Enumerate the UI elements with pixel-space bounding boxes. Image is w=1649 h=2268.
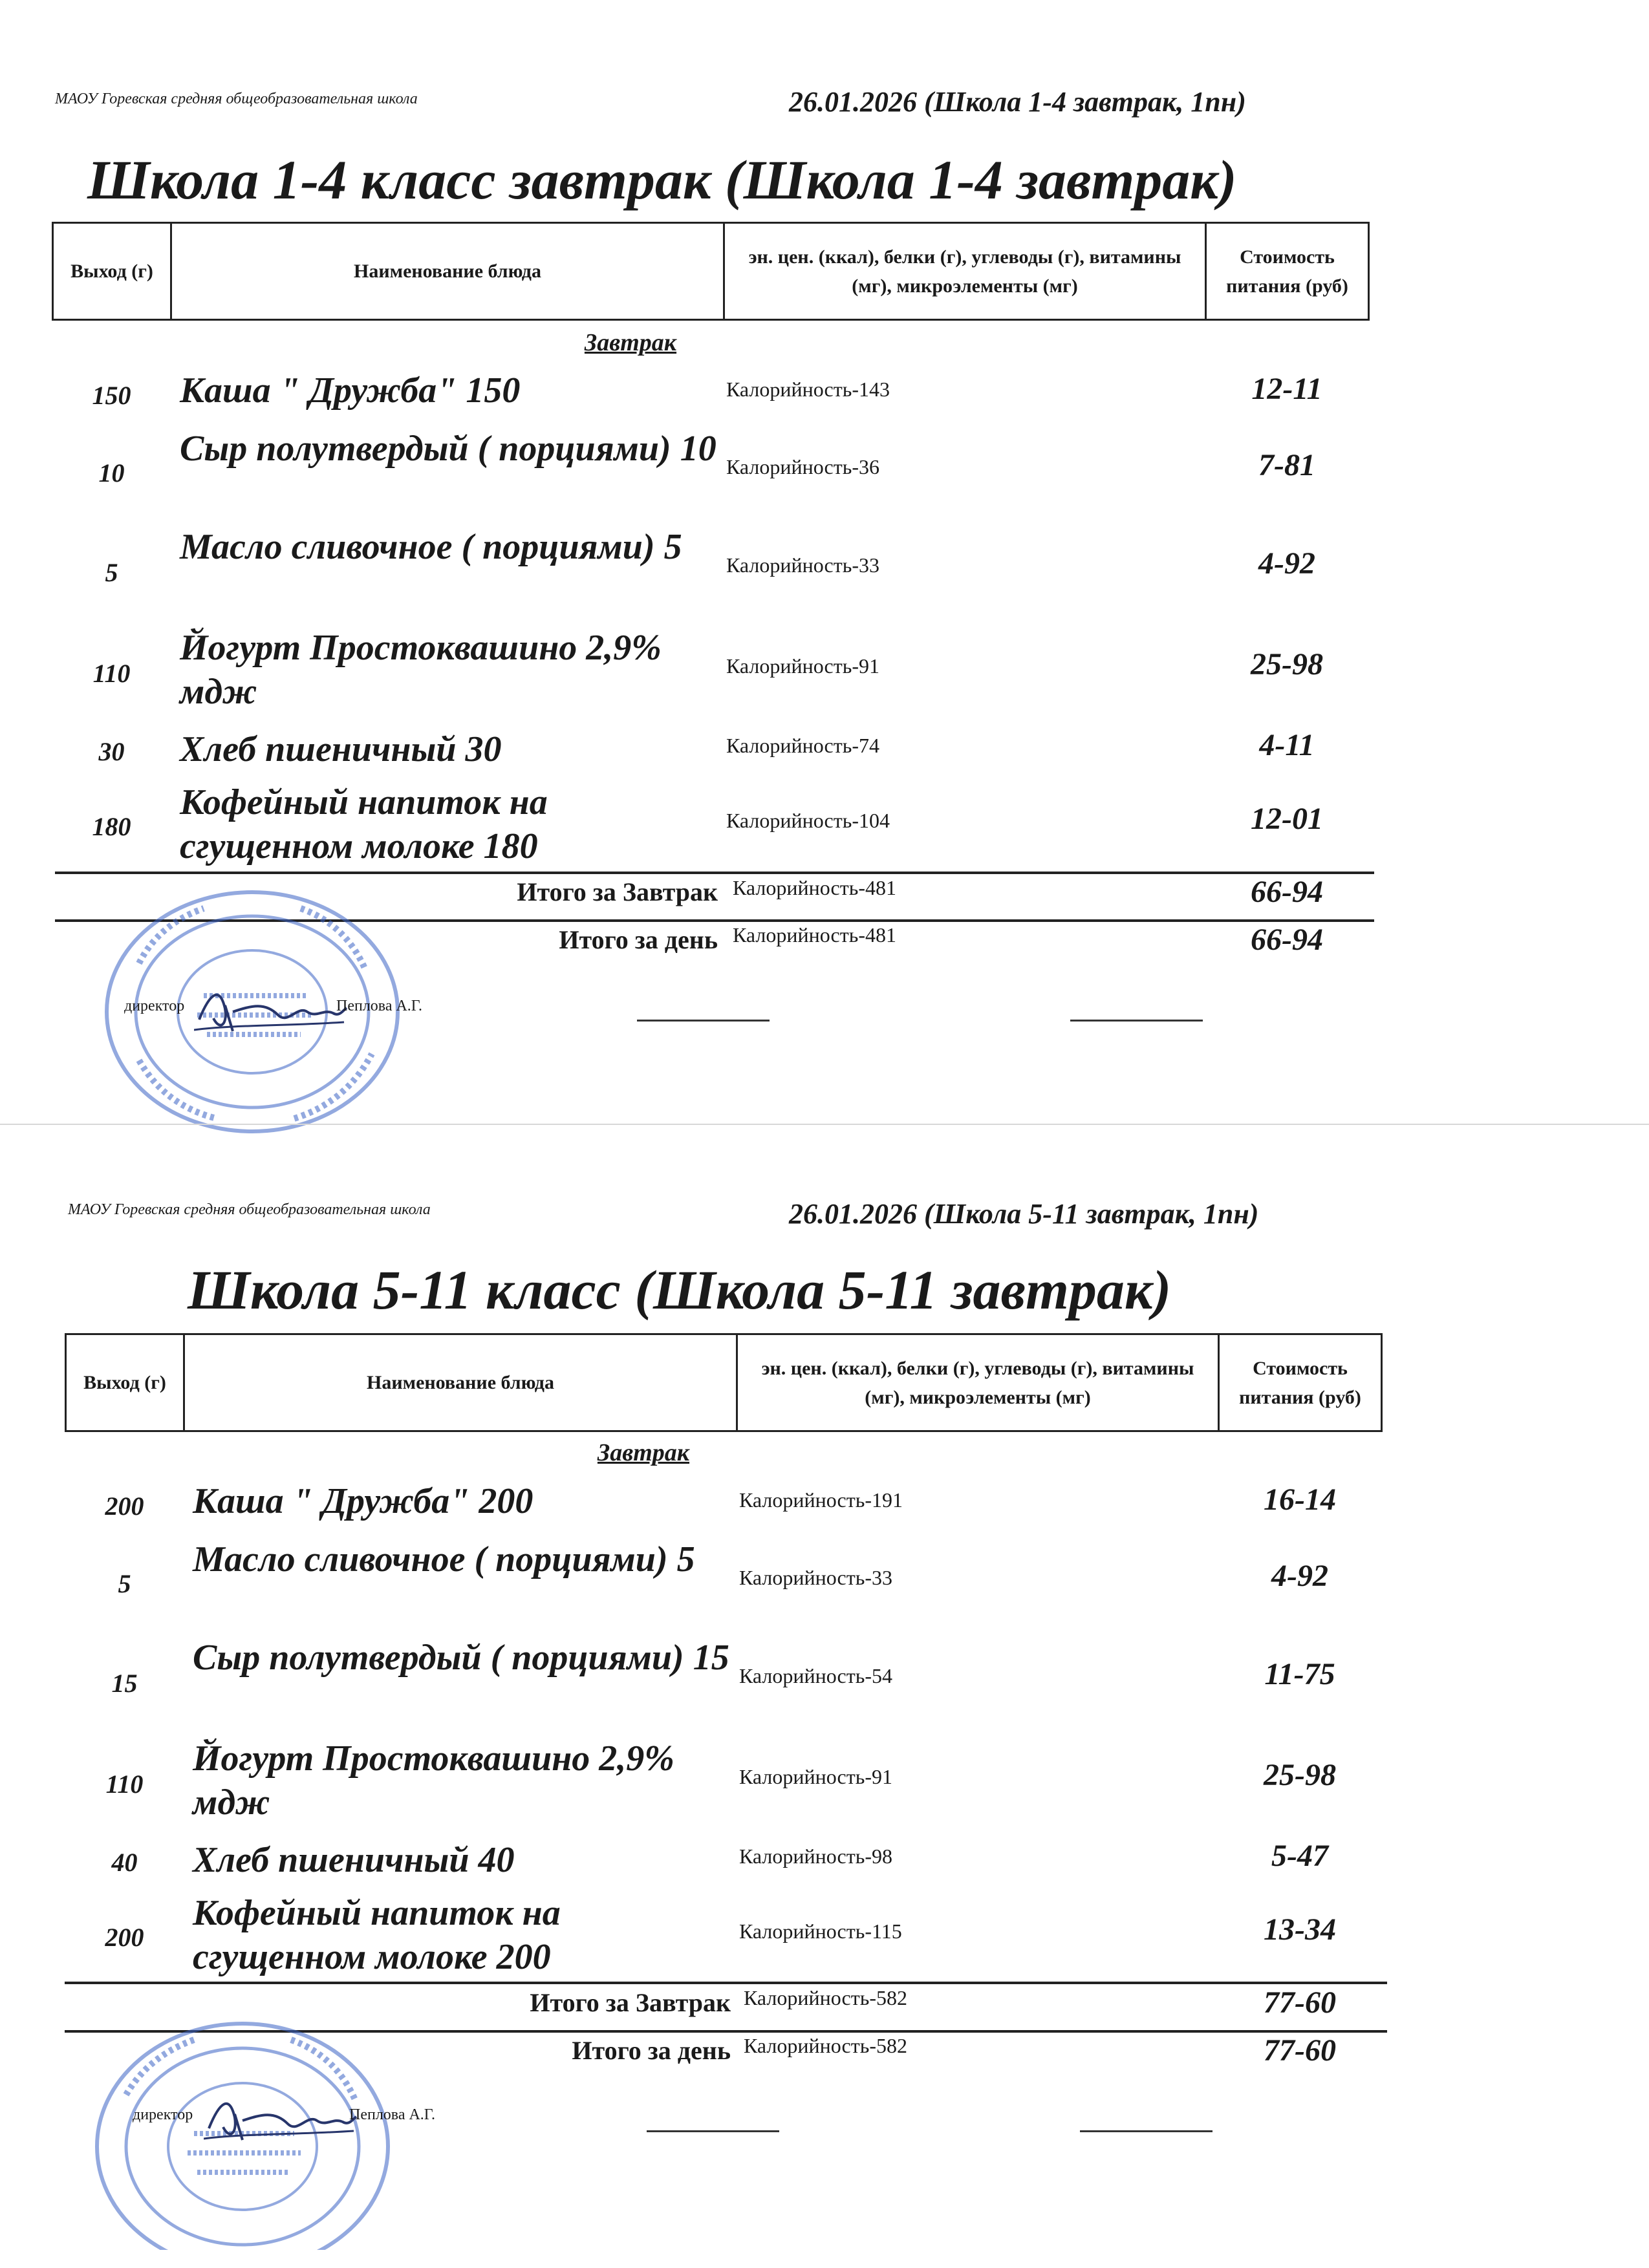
item-weight: 200	[105, 1492, 144, 1521]
item-weight: 15	[111, 1669, 138, 1698]
item-calories: Калорийность-91	[739, 1765, 892, 1788]
col-price-header: Стоимость питания (руб)	[1219, 1334, 1382, 1431]
item-price: 25-98	[1251, 647, 1323, 681]
menu-table-header	[65, 1333, 1383, 1432]
total-day-calories: Калорийность-481	[733, 923, 896, 947]
item-price: 4-11	[1259, 728, 1315, 762]
item-calories: Калорийность-143	[726, 378, 890, 401]
menu-date: 26.01.2026 (Школа 1-4 завтрак, 1пн)	[789, 86, 1246, 118]
total-day-calories: Калорийность-582	[744, 2034, 907, 2057]
org-name: МАОУ Горевская средняя общеобразовательная школа	[68, 1201, 431, 1218]
signature-line	[1080, 2130, 1212, 2132]
col-name-header: Наименование блюда	[171, 223, 724, 320]
item-weight: 110	[105, 1770, 144, 1799]
director-signature	[204, 2088, 359, 2150]
total-meal-label: Итого за Завтрак	[517, 877, 718, 906]
item-name: Кофейный напиток на сгущенном молоке 200	[193, 1893, 561, 1977]
page-title: Школа 5-11 класс (Школа 5-11 завтрак)	[188, 1259, 1172, 1321]
item-weight: 30	[98, 737, 125, 766]
item-weight: 110	[92, 659, 131, 688]
total-day-label: Итого за день	[559, 925, 718, 954]
signature-name: Пеплова А.Г.	[336, 998, 422, 1014]
total-meal-calories: Калорийность-582	[744, 1986, 907, 2009]
col-nutrition-header: эн. цен. (ккал), белки (г), углеводы (г), витамины (мг), микроэлементы (мг)	[737, 1334, 1219, 1431]
item-name: Сыр полутвердый ( порциями) 10	[180, 429, 717, 469]
menu-table-header	[52, 222, 1370, 321]
signature-name: Пеплова А.Г.	[349, 2106, 435, 2123]
item-calories: Калорийность-98	[739, 1845, 892, 1868]
item-price: 13-34	[1264, 1912, 1336, 1947]
total-divider	[65, 1982, 1387, 1984]
total-day-label: Итого за день	[572, 2036, 731, 2065]
item-price: 4-92	[1258, 546, 1315, 581]
item-price: 4-92	[1271, 1559, 1328, 1593]
item-weight: 5	[118, 1569, 131, 1598]
item-weight: 180	[92, 812, 131, 841]
item-calories: Калорийность-33	[739, 1566, 892, 1589]
total-divider	[55, 872, 1374, 874]
total-meal-calories: Калорийность-481	[733, 876, 896, 899]
meal-heading: Завтрак	[584, 329, 677, 356]
total-meal-price: 77-60	[1264, 1985, 1336, 2020]
menu-section-2	[0, 1125, 1649, 2250]
col-weight-header: Выход (г)	[66, 1334, 184, 1431]
item-price: 16-14	[1264, 1482, 1336, 1517]
col-name-header: Наименование блюда	[184, 1334, 737, 1431]
meal-heading: Завтрак	[597, 1439, 690, 1466]
menu-date: 26.01.2026 (Школа 5-11 завтрак, 1пн)	[789, 1198, 1259, 1230]
item-price: 11-75	[1264, 1657, 1335, 1691]
total-meal-label: Итого за Завтрак	[530, 1988, 731, 2017]
page-title: Школа 1-4 класс завтрак (Школа 1-4 завтрак)	[87, 149, 1237, 211]
item-weight: 5	[105, 558, 118, 587]
menu-section-1	[0, 0, 1649, 1125]
item-calories: Калорийность-33	[726, 553, 879, 577]
total-day-price: 66-94	[1251, 923, 1323, 957]
item-name: Сыр полутвердый ( порциями) 15	[193, 1638, 729, 1678]
total-meal-price: 66-94	[1251, 875, 1323, 909]
item-weight: 10	[98, 458, 125, 487]
total-day-price: 77-60	[1264, 2033, 1336, 2068]
item-calories: Калорийность-104	[726, 809, 890, 832]
item-price: 5-47	[1271, 1839, 1328, 1873]
col-weight-header: Выход (г)	[53, 223, 171, 320]
item-price: 7-81	[1258, 448, 1315, 482]
item-name: Йогурт Простоквашино 2,9% мдж	[193, 1738, 674, 1823]
item-price: 25-98	[1264, 1758, 1336, 1792]
item-name: Масло сливочное ( порциями) 5	[180, 527, 682, 567]
signature-role: директор	[133, 2106, 193, 2123]
director-signature	[194, 979, 349, 1041]
item-name: Хлеб пшеничный 30	[180, 729, 502, 769]
col-price-header: Стоимость питания (руб)	[1206, 223, 1369, 320]
item-name: Кофейный напиток на сгущенном молоке 180	[180, 782, 548, 866]
item-price: 12-01	[1251, 802, 1323, 836]
item-name: Йогурт Простоквашино 2,9% мдж	[180, 628, 662, 712]
item-name: Хлеб пшеничный 40	[193, 1840, 515, 1880]
item-calories: Калорийность-36	[726, 455, 879, 478]
signature-line	[1070, 1020, 1203, 1022]
item-name: Каша " Дружба" 150	[180, 370, 521, 411]
col-nutrition-header: эн. цен. (ккал), белки (г), углеводы (г), витамины (мг), микроэлементы (мг)	[724, 223, 1206, 320]
item-name: Масло сливочное ( порциями) 5	[193, 1539, 695, 1579]
item-calories: Калорийность-191	[739, 1488, 903, 1512]
item-weight: 40	[111, 1848, 138, 1877]
item-weight: 200	[105, 1923, 144, 1952]
signature-line	[637, 1020, 770, 1022]
item-name: Каша " Дружба" 200	[193, 1481, 534, 1521]
item-calories: Калорийность-54	[739, 1664, 892, 1687]
signature-role: директор	[124, 998, 185, 1014]
org-name: МАОУ Горевская средняя общеобразовательная школа	[55, 91, 418, 107]
signature-line	[647, 2130, 779, 2132]
item-calories: Калорийность-74	[726, 734, 879, 757]
item-calories: Калорийность-115	[739, 1920, 902, 1943]
item-price: 12-11	[1251, 372, 1322, 406]
item-weight: 150	[92, 381, 131, 410]
item-calories: Калорийность-91	[726, 654, 879, 678]
